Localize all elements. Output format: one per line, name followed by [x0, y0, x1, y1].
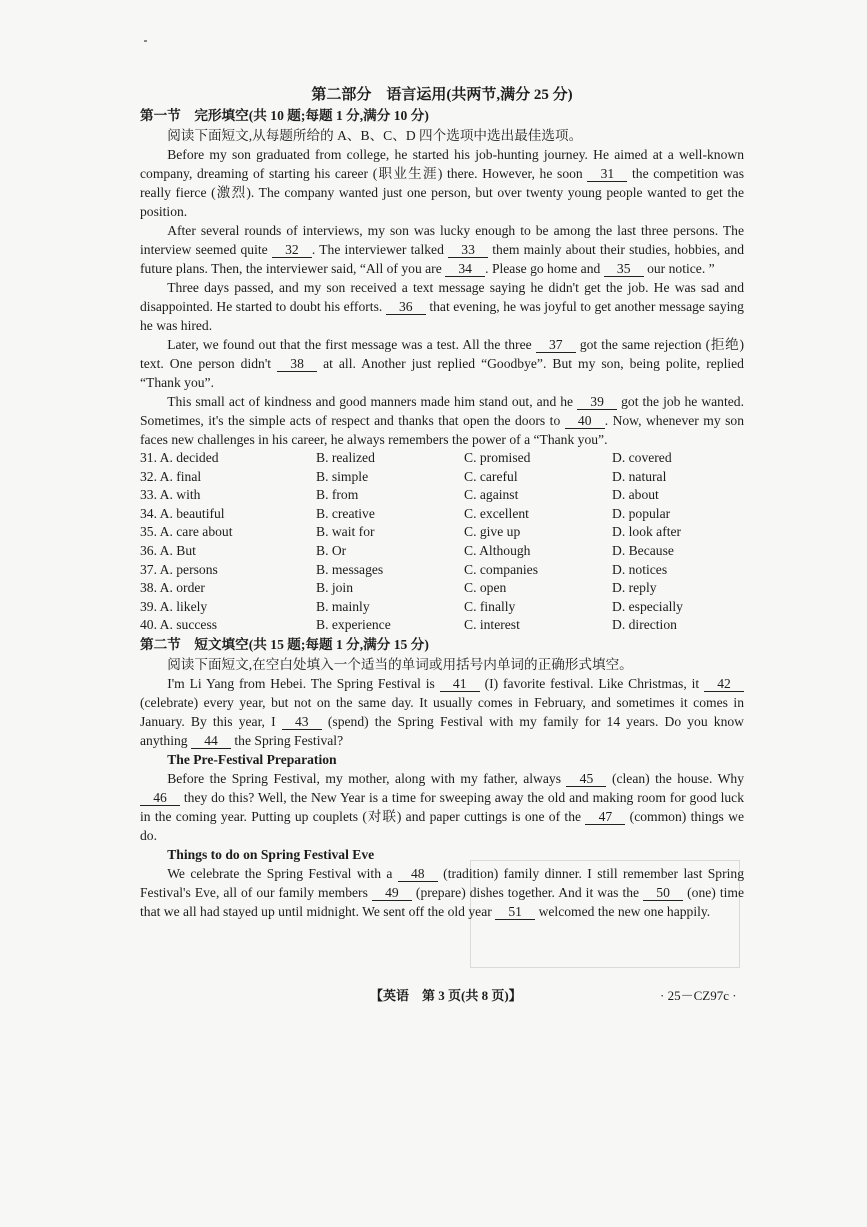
section2-instruction: 阅读下面短文,在空白处填入一个适当的单词或用括号内单词的正确形式填空。: [167, 656, 633, 672]
option-c: C. interest: [464, 617, 520, 633]
option-c: C. careful: [464, 468, 518, 484]
option-a: 35. A. care about: [140, 524, 233, 540]
option-b: B. mainly: [316, 598, 370, 614]
options-row: [140, 468, 744, 487]
options-list: [140, 449, 744, 635]
option-d: D. Because: [612, 542, 674, 558]
section1-title: 第一节 完形填空(共 10 题;每题 1 分,满分 10 分): [140, 108, 429, 123]
option-c: C. Although: [464, 542, 531, 558]
blank-31: 31: [587, 166, 627, 182]
cloze-paragraph: Before my son graduated from college, he started his job-hunting journey. He aimed at a well-known company, dreaming of starting his career (职业生涯) there. However, he soon 31 the competition was really fierce (激烈). The company wanted just one person, but over twenty young people wanted to get the position.: [140, 147, 744, 219]
scan-speck: [144, 40, 147, 42]
options-row: [140, 561, 744, 580]
option-a: 36. A. But: [140, 542, 196, 558]
cloze-paragraph: After several rounds of interviews, my son was lucky enough to be among the last three persons. The interview seemed quite 32 . The interviewer talked 33 them mainly about their studies, hobbies, and future plans. Then, the interviewer said, “All of you are 34 . Please go home and 35 our notice. ”: [140, 223, 744, 276]
options-row: [140, 523, 744, 542]
option-c: C. against: [464, 487, 519, 503]
option-c: C. promised: [464, 450, 531, 465]
option-c: C. give up: [464, 524, 521, 540]
options-row: [140, 579, 744, 598]
part-title: 第二部分 语言运用(共两节,满分 25 分): [311, 87, 573, 103]
subheading-eve: Things to do on Spring Festival Eve: [167, 846, 375, 862]
option-d: D. natural: [612, 468, 667, 484]
blank-44: 44: [191, 733, 231, 749]
blank-47: 47: [585, 809, 625, 825]
options-row: [140, 505, 744, 524]
option-b: B. creative: [316, 505, 375, 521]
options-row: [140, 486, 744, 505]
blank-41: 41: [440, 676, 480, 692]
options-row: [140, 616, 744, 635]
blank-49: 49: [372, 885, 412, 901]
option-b: B. wait for: [316, 524, 375, 540]
blank-50: 50: [643, 885, 683, 901]
blank-39: 39: [577, 394, 617, 410]
blank-34: 34: [445, 261, 485, 277]
option-b: B. from: [316, 487, 359, 503]
cloze-paragraph: Later, we found out that the first message was a test. All the three 37 got the same rejection (拒绝) text. One person didn't 38 at all. Another just replied “Goodbye”. But my son, being polite, replied “Thank you”.: [140, 337, 745, 390]
blank-40: 40: [565, 413, 605, 429]
option-b: B. join: [316, 580, 354, 596]
option-c: C. companies: [464, 561, 538, 577]
cloze-paragraph: Three days passed, and my son received a text message saying he didn't get the job. He was sad and disappointed. He started to doubt his efforts. 36 that evening, he was joyful to get another message saying he was hired.: [140, 280, 744, 333]
options-row: [140, 449, 744, 468]
option-a: 38. A. order: [140, 580, 205, 596]
option-a: 37. A. persons: [140, 561, 218, 577]
blank-32: 32: [272, 242, 312, 258]
blank-51: 51: [495, 904, 535, 920]
option-d: D. reply: [612, 580, 657, 596]
option-d: D. covered: [612, 450, 672, 465]
option-b: B. experience: [316, 617, 391, 633]
option-d: D. look after: [612, 524, 682, 540]
option-b: B. messages: [316, 561, 384, 577]
options-row: [140, 598, 744, 617]
option-b: B. Or: [316, 542, 347, 558]
option-b: B. simple: [316, 468, 369, 484]
option-a: 34. A. beautiful: [140, 505, 225, 521]
blank-42: 42: [704, 676, 744, 692]
option-a: 33. A. with: [140, 487, 201, 503]
option-a: 39. A. likely: [140, 598, 208, 614]
cloze-paragraph: This small act of kindness and good manners made him stand out, and he 39 got the job he wanted. Sometimes, it's the simple acts of respect and thanks that open the doors to 40 . Now, whenever my son faces new challenges in his career, he always remembers the power of a “Thank you”.: [140, 394, 744, 447]
option-a: 32. A. final: [140, 468, 202, 484]
section2-title: 第二节 短文填空(共 15 题;每题 1 分,满分 15 分): [140, 636, 429, 652]
subheading-preparation: The Pre-Festival Preparation: [167, 751, 337, 767]
option-d: D. about: [612, 487, 659, 503]
fill-paragraph: I'm Li Yang from Hebei. The Spring Festival is 41 (I) favorite festival. Like Christmas, it 42 (celebrate) every year, but not on the same day. It usually comes in February, and sometimes it comes in January. By this year, I 43 (spend) the Spring Festival with my family for 14 years. Do you know anything 44 the Spring Festival?: [140, 675, 744, 748]
option-d: D. especially: [612, 598, 683, 614]
option-d: D. direction: [612, 617, 677, 633]
blank-37: 37: [536, 337, 576, 353]
page-number: 【英语 第 3 页(共 8 页)】: [370, 988, 522, 1003]
options-row: [140, 542, 744, 561]
section1-instruction: 阅读下面短文,从每题所给的 A、B、C、D 四个选项中选出最佳选项。: [167, 128, 583, 143]
option-c: C. finally: [464, 598, 516, 614]
blank-45: 45: [566, 771, 606, 787]
option-a: 31. A. decided: [140, 450, 219, 465]
blank-33: 33: [448, 242, 488, 258]
option-c: C. open: [464, 580, 507, 596]
page-content: [140, 84, 744, 921]
blank-36: 36: [386, 299, 426, 315]
option-d: D. notices: [612, 561, 668, 577]
option-c: C. excellent: [464, 505, 529, 521]
blank-46: 46: [140, 790, 180, 806]
blank-43: 43: [282, 714, 322, 730]
blank-38: 38: [277, 356, 317, 372]
blank-48: 48: [398, 866, 438, 882]
blank-35: 35: [604, 261, 644, 277]
option-b: B. realized: [316, 450, 375, 465]
option-d: D. popular: [612, 505, 671, 521]
fill-paragraph: Before the Spring Festival, my mother, along with my father, always 45 (clean) the house. Why 46 they do this? Well, the New Year is a time for sweeping away the old and making room for good luck in the coming year. Putting up couplets (对联) and paper cuttings is one of the 47 (common) things we do.: [140, 770, 745, 843]
exam-code: · 25－CZ97c ·: [660, 988, 737, 1003]
option-a: 40. A. success: [140, 617, 218, 633]
fill-paragraph: We celebrate the Spring Festival with a 48 (tradition) family dinner. I still remember last Spring Festival's Eve, all of our family members 49 (prepare) dishes together. And it was the 50 (one) time that we all had stayed up until midnight. We sent off the old year 51 welcomed the new one happily.: [140, 865, 745, 919]
